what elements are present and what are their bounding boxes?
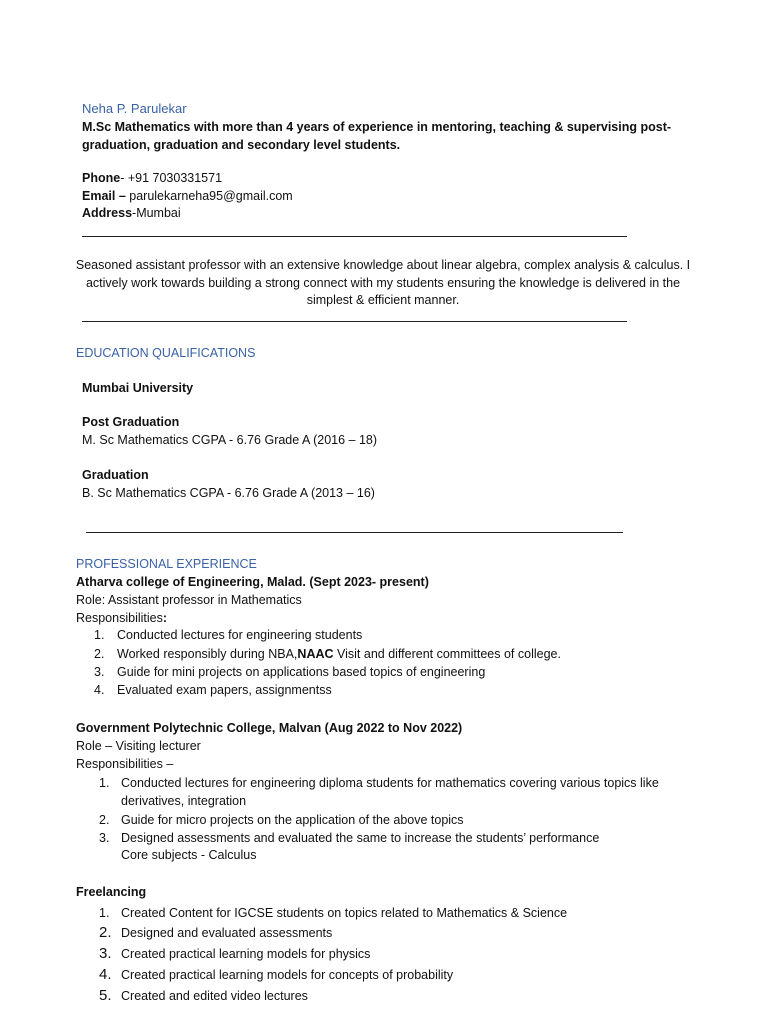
list-item-text-part: Worked responsibly during NBA, — [117, 647, 298, 661]
naac-bold: NAAC — [297, 647, 334, 661]
list-number: 5. — [99, 987, 112, 1004]
list-number: 2. — [99, 924, 112, 941]
profile-headline: M.Sc Mathematics with more than 4 years of experience in mentoring, teaching & supervising post-graduation, graduation and secondary level students. — [82, 120, 672, 152]
education-heading: EDUCATION QUALIFICATIONS — [76, 346, 256, 360]
job-1-resp-text: Responsibilities — [76, 611, 163, 625]
divider-2 — [82, 321, 627, 322]
list-item-text: Conducted lectures for engineering students — [117, 628, 363, 642]
list-item-text: Created practical learning models for concepts of probability — [121, 968, 454, 982]
list-item — [94, 647, 104, 661]
list-item-text-continued: Core subjects - Calculus — [121, 848, 257, 862]
job-1-resp-colon: : — [162, 611, 168, 625]
list-item-text — [117, 647, 561, 661]
list-number: 3. — [94, 665, 105, 679]
address-value: -Mumbai — [132, 206, 181, 220]
job-2-role: Role – Visiting lecturer — [76, 739, 201, 753]
list-item-text-continued: derivatives, integration — [121, 794, 247, 808]
list-item-text: Created practical learning models for physics — [121, 947, 371, 961]
list-item-text: Evaluated exam papers, assignmentss — [117, 683, 332, 697]
address-label: Address — [82, 206, 133, 220]
candidate-name: Neha P. Parulekar — [82, 101, 187, 116]
phone-value: - +91 7030331571 — [120, 171, 223, 185]
pg-title: Post Graduation — [82, 415, 180, 429]
list-item — [94, 683, 104, 697]
list-number: 4. — [99, 966, 112, 983]
list-number: 1. — [99, 906, 110, 920]
phone-label: Phone — [82, 171, 121, 185]
email-value: parulekarneha95@gmail.com — [125, 189, 293, 203]
divider-3 — [86, 532, 623, 533]
list-number: 3. — [99, 831, 110, 845]
email-label: Email – — [82, 189, 126, 203]
list-item-text: Conducted lectures for engineering diploma students for mathematics covering various topics like — [121, 776, 659, 790]
university-name: Mumbai University — [82, 381, 194, 395]
job-1-responsibilities-label — [76, 611, 167, 625]
ug-detail: B. Sc Mathematics CGPA - 6.76 Grade A (2013 – 16) — [82, 486, 375, 500]
list-item — [99, 945, 112, 962]
list-item — [99, 831, 109, 845]
list-item — [99, 906, 109, 920]
divider-1 — [82, 236, 627, 237]
list-item — [99, 966, 112, 983]
list-number: 1. — [99, 776, 110, 790]
profile-summary: Seasoned assistant professor with an extensive knowledge about linear algebra, complex analysis & calculus. I actively work towards building a strong connect with my students ensuring the knowledge is delivered in the simplest & efficient manner. — [75, 258, 691, 307]
phone-line — [82, 171, 222, 185]
job-1-employer: Atharva college of Engineering, Malad. (Sept 2023- present) — [76, 575, 429, 589]
freelancing-heading: Freelancing — [76, 885, 147, 899]
list-item-text: Designed assessments and evaluated the same to increase the students’ performance — [121, 831, 600, 845]
job-1-role: Role: Assistant professor in Mathematics — [76, 593, 302, 607]
address-line — [82, 206, 181, 220]
list-item — [94, 665, 104, 679]
job-2-employer: Government Polytechnic College, Malvan (Aug 2022 to Nov 2022) — [76, 721, 463, 735]
list-number: 2. — [99, 813, 110, 827]
experience-heading: PROFESSIONAL EXPERIENCE — [76, 557, 257, 571]
list-item-text: Created Content for IGCSE students on topics related to Mathematics & Science — [121, 906, 568, 920]
list-item-text: Created and edited video lectures — [121, 989, 308, 1003]
list-item-text: Guide for mini projects on applications based topics of engineering — [117, 665, 486, 679]
list-number: 4. — [94, 683, 105, 697]
list-item-text: Guide for micro projects on the application of the above topics — [121, 813, 464, 827]
pg-detail: M. Sc Mathematics CGPA - 6.76 Grade A (2016 – 18) — [82, 433, 378, 447]
list-item — [99, 813, 109, 827]
email-line — [82, 189, 293, 203]
list-item — [94, 628, 104, 642]
ug-title: Graduation — [82, 468, 149, 482]
list-number: 1. — [94, 628, 105, 642]
list-item — [99, 924, 112, 941]
job-2-responsibilities-label: Responsibilities – — [76, 757, 174, 771]
list-item-text-part: Visit and different committees of college. — [333, 647, 561, 661]
list-number: 2. — [94, 647, 105, 661]
list-number: 3. — [99, 945, 112, 962]
list-item-text: Designed and evaluated assessments — [121, 926, 333, 940]
list-item — [99, 776, 109, 790]
list-item — [99, 987, 112, 1004]
